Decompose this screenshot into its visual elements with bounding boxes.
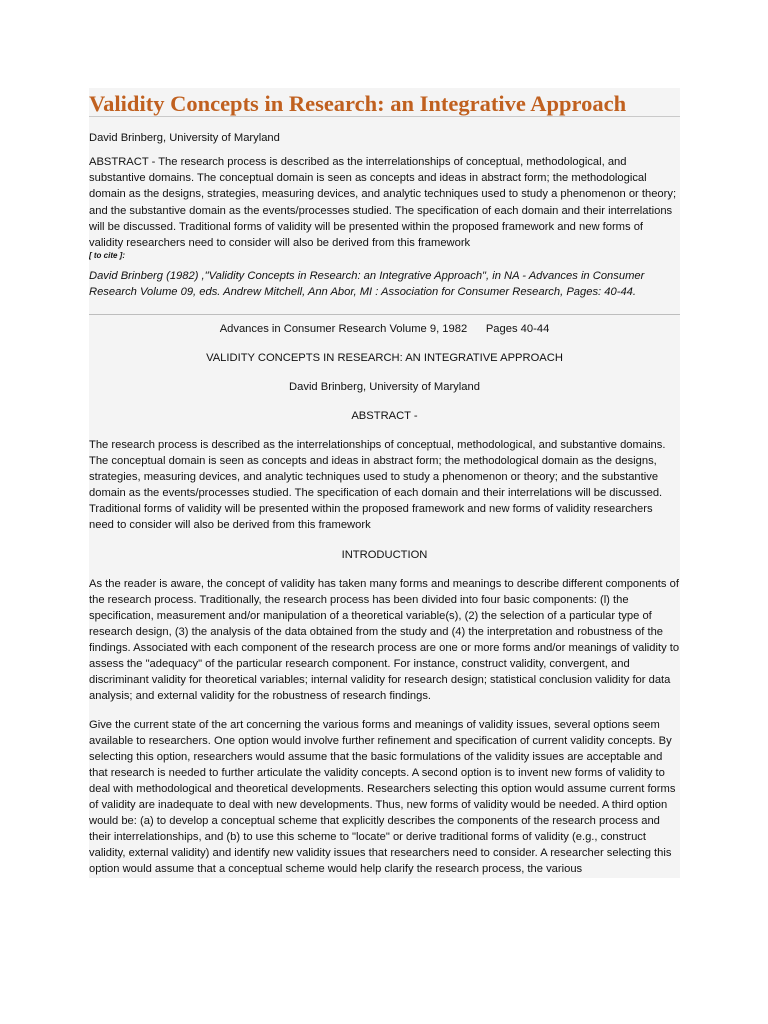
abstract-heading: ABSTRACT - <box>351 410 418 423</box>
journal-line: Advances in Consumer Research Volume 9, 1982 Pages 40-44 <box>219 323 550 336</box>
to-cite-link[interactable]: [ to cite ]: <box>89 251 125 261</box>
citation-text: David Brinberg (1982) ,"Validity Concepts in Research: an Integrative Approach", in NA - Advances in Consumer Research Volume 09, eds. Andrew Mitchell, Ann Abor, MI : Association for Consumer Research, Pages: 40-44. <box>89 270 645 299</box>
section-divider <box>89 314 680 315</box>
article-title: VALIDITY CONCEPTS IN RESEARCH: AN INTEGRATIVE APPROACH <box>206 352 563 365</box>
document-panel <box>89 88 680 878</box>
introduction-paragraph-1: As the reader is aware, the concept of validity has taken many forms and meanings to describe different components of the research process. Traditionally, the research process has been divided into four basic components: (l) the specification, measurement and/or manipulation of a theoretical variable(s), (2) the selection of a particular type of research design, (3) the analysis of the data obtained from the study and (4) the interpretation and robustness of the findings. Associated with each component of the research process are one or more forms and/or meanings of validity to assess the "adequacy" of the particular research component. For instance, construct validity, convergent, and discriminant validity for theoretical variables; internal validity for research design; statistical conclusion validity for data analysis; and external validity for the robustness of research findings. <box>89 578 680 703</box>
introduction-paragraph-2: Give the current state of the art concerning the various forms and meanings of validity issues, several options seem available to researchers. One option would involve further refinement and specification of current validity concepts. By selecting this option, researchers would assume that the basic formulations of the validity issues are acceptable and that research is needed to further articulate the validity concepts. A second option is to invent new forms of validity to deal with methodological and theoretical developments. Researchers selecting this option would assume current forms of validity are inadequate to deal with new developments. Thus, new forms of validity would be needed. A third option would be: (a) to develop a conceptual scheme that explicitly describes the components of the research process and their interrelationships, and (b) to use this scheme to "locate" or derive traditional forms of validity (e.g., construct validity, external validity) and identify new validity issues that researchers need to consider. A researcher selecting this option would assume that a conceptual scheme would help clarify the research process, the various <box>89 719 676 876</box>
author-line: David Brinberg, University of Maryland <box>89 132 280 144</box>
introduction-heading: INTRODUCTION <box>341 549 428 562</box>
abstract-summary: ABSTRACT - The research process is described as the interrelationships of conceptual, methodological, and substantive domains. The conceptual domain is seen as concepts and ideas in abstract form; the methodological domain as the designs, strategies, measuring devices, and analytic techniques used to study a phenomenon or theory; and the substantive domain as the events/processes studied. The specification of each domain and their interrelations will be discussed. Traditional forms of validity will be presented within the proposed framework and new forms of validity researchers need to consider will also be derived from this framework <box>89 156 677 250</box>
page-title: Validity Concepts in Research: an Integrative Approach <box>89 88 680 117</box>
abstract-paragraph: The research process is described as the interrelationships of conceptual, methodological, and substantive domains. The conceptual domain is seen as concepts and ideas in abstract form; the methodological domain as the designs, strategies, measuring devices, and analytic techniques used to study a phenomenon or theory; and the substantive domain as the events/processes studied. The specification of each domain and their interrelations will be discussed. Traditional forms of validity will be presented within the proposed framework and new forms of validity researchers need to consider will also be derived from this framework <box>89 439 666 532</box>
article-author: David Brinberg, University of Maryland <box>289 381 480 394</box>
